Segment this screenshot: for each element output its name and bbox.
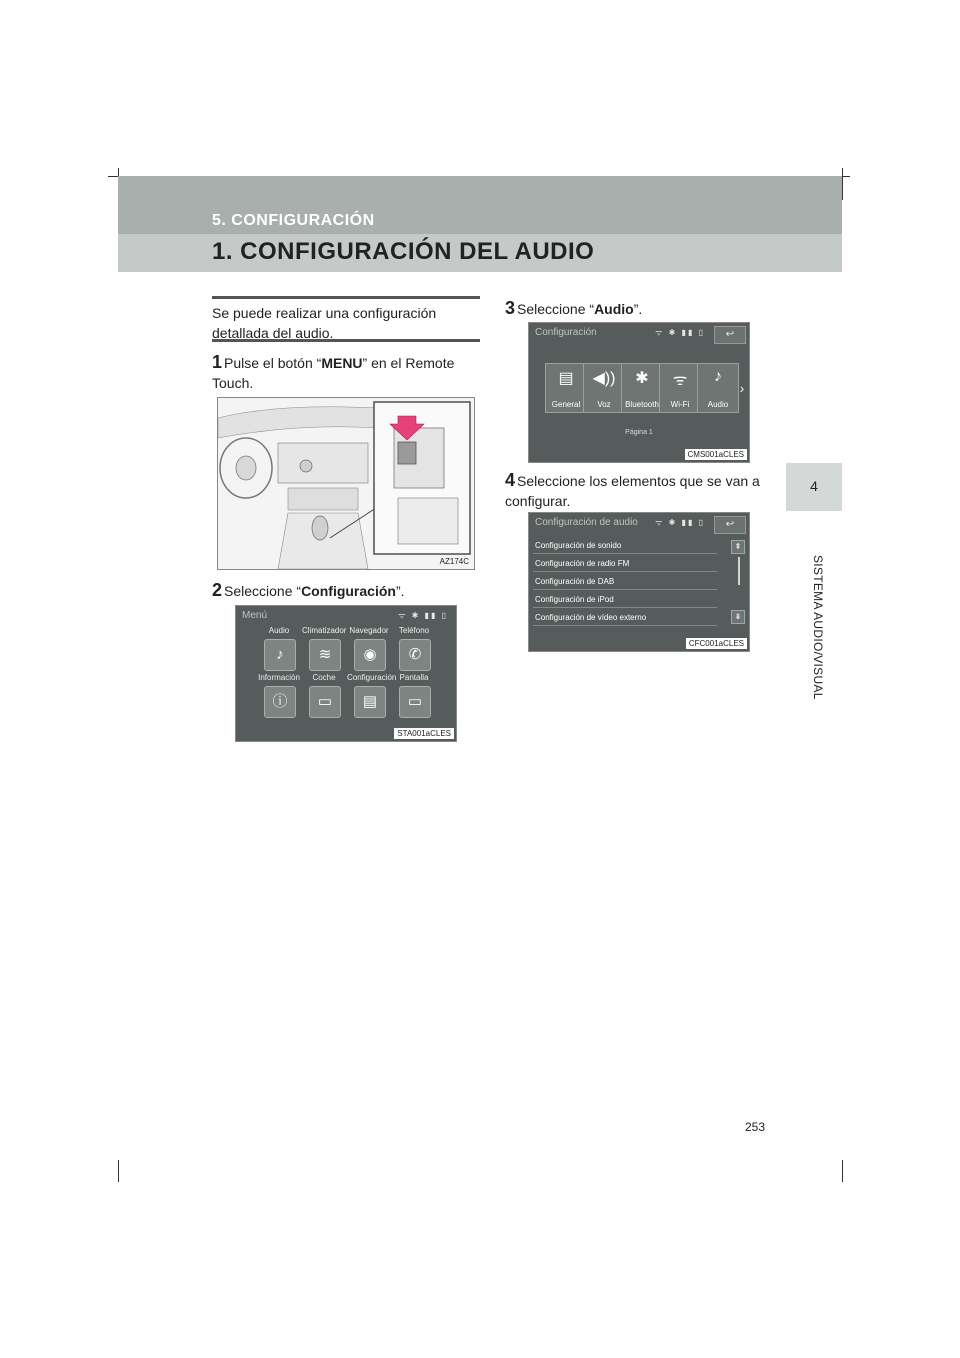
list-item-dab[interactable]: Configuración de DAB [533,573,717,590]
step-number: 1 [212,352,223,372]
section-label: 5. CONFIGURACIÓN [212,212,375,229]
button-label: Wi-Fi [670,400,690,409]
list-item-external-video[interactable]: Configuración de vídeo externo [533,609,717,626]
step-text: Seleccione los elementos que se van a configurar. [505,473,760,509]
crop-mark [842,168,843,200]
step-text: ”. [633,301,643,317]
step-text: Pulse el botón “ [224,355,322,371]
menu-label-car: Coche [312,673,336,682]
step-keyword: MENU [321,355,363,371]
step-text: Seleccione “ [517,301,595,317]
screen-title: Menú [242,610,268,621]
wifi-button[interactable] [659,363,701,413]
general-icon: ▤ [558,370,574,387]
music-note-icon[interactable]: ♪ [264,639,296,671]
figure-code: CMS001aCLES [685,449,747,460]
car-interior-illustration [218,398,474,569]
figure-settings-screen [528,322,750,463]
button-label: Audio [707,400,729,409]
car-icon[interactable]: ▭ [309,686,341,718]
phone-icon[interactable]: ✆ [399,639,431,671]
figure-audio-settings-screen [528,512,750,652]
navigation-icon[interactable]: ◉ [354,639,386,671]
menu-label-navigation: Navegador [349,626,389,635]
voice-button[interactable] [583,363,625,413]
step-text: Seleccione “ [224,583,302,599]
button-label: Voz [597,400,611,409]
figure-code: AZ174C [439,557,469,566]
step-number: 4 [505,470,516,490]
audio-settings-screen [529,513,749,651]
figure-code: STA001aCLES [394,728,454,739]
figure-menu-screen [235,605,457,742]
bluetooth-button[interactable] [621,363,663,413]
settings-icon[interactable]: ▤ [354,686,386,718]
button-label: General [551,400,581,409]
back-arrow-icon[interactable]: ↩ [714,516,746,534]
step-number: 2 [212,580,223,600]
back-arrow-icon[interactable]: ↩ [714,326,746,344]
chapter-tab [786,463,842,511]
wifi-icon: ᯤ [672,372,688,389]
music-note-icon: ♪ [714,368,722,385]
figure-car-interior [217,397,475,570]
menu-label-info: Información [258,673,300,682]
step-text: ”. [395,583,405,599]
scroll-up-icon[interactable]: ⇞ [731,540,745,554]
chevron-right-icon[interactable]: › [739,380,745,396]
voice-icon: ◀)) [592,370,616,387]
display-icon[interactable]: ▭ [399,686,431,718]
scroll-down-icon[interactable]: ⇟ [731,610,745,624]
status-icons: ᯤ ✱ ▮▮ ▯ [655,518,705,527]
info-icon[interactable]: ⓘ [264,686,296,718]
menu-label-display: Pantalla [399,673,429,682]
menu-screen [236,606,456,741]
figure-code: CFC001aCLES [686,638,747,649]
general-button[interactable] [545,363,587,413]
list-item-sound[interactable]: Configuración de sonido [533,537,717,554]
step-4 [505,470,775,511]
climate-icon[interactable]: ≋ [309,639,341,671]
page-indicator: Página 1 [625,429,653,436]
step-text: ” en el Remote Touch. [212,355,455,391]
step-1 [212,352,482,393]
bluetooth-icon: ✱ [635,370,649,387]
list-item-fm-radio[interactable]: Configuración de radio FM [533,555,717,572]
page-title: 1. CONFIGURACIÓN DEL AUDIO [212,238,595,265]
menu-label-phone: Teléfono [398,626,430,635]
screen-title: Configuración de audio [535,517,638,528]
intro-note: Se puede realizar una configuración detallada del audio. [212,296,480,342]
settings-screen [529,323,749,462]
menu-label-settings: Configuración [347,673,397,682]
menu-label-audio: Audio [268,626,290,635]
status-icons: ᯤ ✱ ▮▮ ▯ [655,328,705,337]
screen-title: Configuración [535,327,597,338]
audio-button[interactable] [697,363,739,413]
scrollbar[interactable] [738,557,740,585]
step-number: 3 [505,298,516,318]
button-label: Bluetooth [625,400,659,409]
step-2 [212,580,482,601]
chapter-label: SISTEMA AUDIO/VISUAL [811,555,825,700]
step-keyword: Audio [594,301,634,317]
step-3 [505,298,775,319]
menu-label-climate: Climatizador [302,626,347,635]
crop-mark [118,1160,119,1182]
step-keyword: Configuración [301,583,396,599]
page-number: 253 [745,1120,766,1134]
status-icons: ᯤ ✱ ▮▮ ▯ [398,611,448,620]
list-item-ipod[interactable]: Configuración de iPod [533,591,717,608]
chapter-number: 4 [810,478,818,494]
crop-mark [842,1160,843,1182]
